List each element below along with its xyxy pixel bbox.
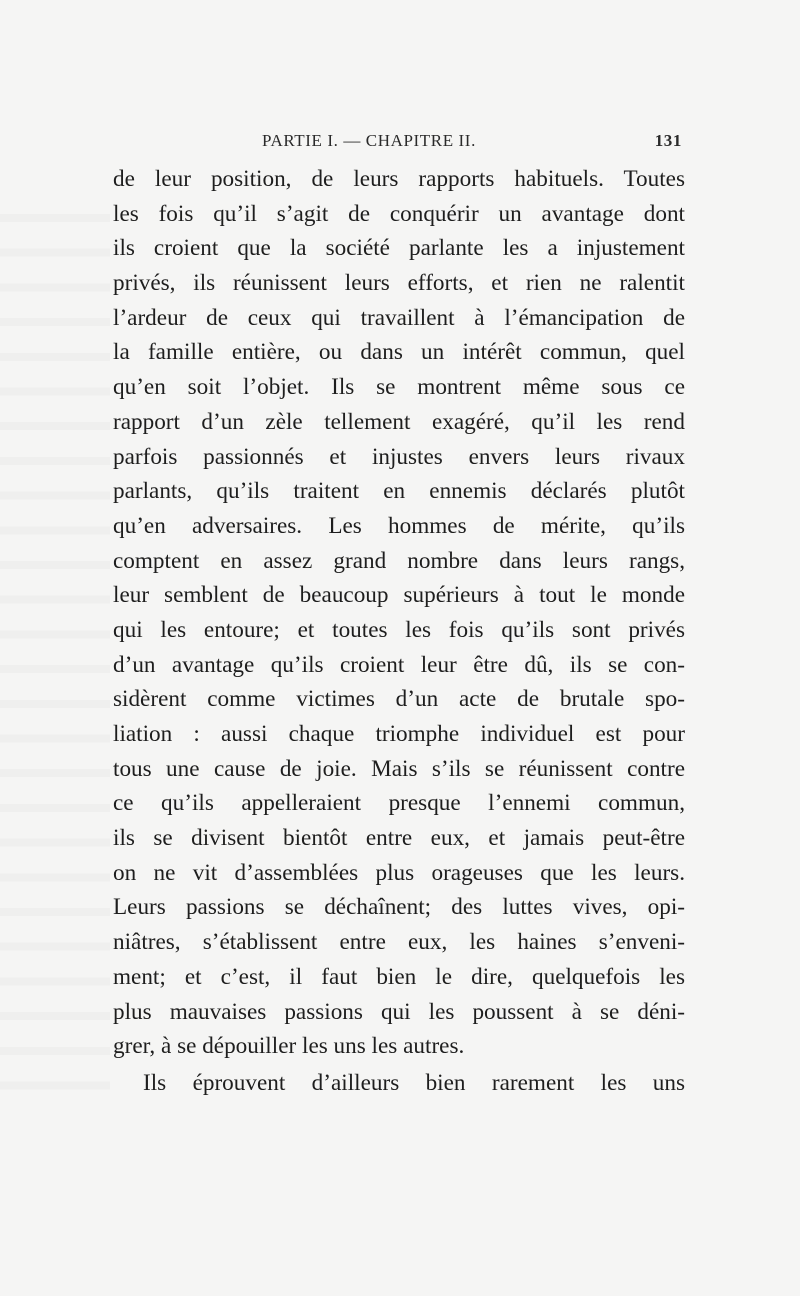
text-line: la famille entière, ou dans un intérêt commun, quel — [113, 339, 685, 366]
text-line: d’un avantage qu’ils croient leur être dû, ils se con- — [113, 651, 685, 678]
text-line: les fois qu’il s’agit de conquérir un avantage dont — [113, 200, 685, 227]
text-line: niâtres, s’établissent entre eux, les haines s’enveni- — [113, 929, 685, 956]
text-line: rapport d’un zèle tellement exagéré, qu’il les rend — [113, 408, 685, 435]
text-line: parlants, qu’ils traitent en ennemis déclarés plutôt — [113, 478, 685, 505]
text-line: plus mauvaises passions qui les poussent à se déni- — [113, 998, 685, 1025]
text-line: qui les entoure; et toutes les fois qu’ils sont privés — [113, 616, 685, 643]
text-line: de leur position, de leurs rapports habituels. Toutes — [113, 166, 685, 192]
paragraph-start-line: Ils éprouvent d’ailleurs bien rarement les uns — [143, 1069, 685, 1096]
text-line: leur semblent de beaucoup supérieurs à tout le monde — [113, 582, 685, 609]
text-line: l’ardeur de ceux qui travaillent à l’émancipation de — [113, 304, 685, 331]
text-line: ils croient que la société parlante les a injustement — [113, 235, 685, 262]
text-line: on ne vit d’assemblées plus orageuses que les leurs. — [113, 859, 685, 886]
text-line: ce qu’ils appelleraient presque l’ennemi commun, — [113, 790, 685, 817]
text-line: qu’en soit l’objet. Ils se montrent même sous ce — [113, 374, 685, 401]
text-line: tous une cause de joie. Mais s’ils se réunissent contre — [113, 755, 685, 782]
text-line: Leurs passions se déchaînent; des luttes vives, opi- — [113, 894, 685, 921]
body-text — [113, 162, 685, 1101]
running-title: PARTIE I. — CHAPITRE II. — [262, 131, 476, 150]
text-line: parfois passionnés et injustes envers leurs rivaux — [113, 443, 685, 470]
text-line: ils se divisent bientôt entre eux, et jamais peut-être — [113, 825, 685, 852]
text-line: liation : aussi chaque triomphe individuel est pour — [113, 721, 685, 747]
text-line: sidèrent comme victimes d’un acte de brutale spo- — [113, 686, 685, 713]
text-line: comptent en assez grand nombre dans leurs rangs, — [113, 547, 685, 574]
text-line: ment; et c’est, il faut bien le dire, quelquefois les — [113, 963, 685, 990]
running-header — [262, 131, 682, 157]
text-line: qu’en adversaires. Les hommes de mérite, qu’ils — [113, 512, 685, 539]
page-number: 131 — [654, 131, 682, 150]
paragraph-end-line: grer, à se dépouiller les uns les autres. — [113, 1033, 465, 1060]
text-line: privés, ils réunissent leurs efforts, et rien ne ralentit — [113, 270, 685, 297]
bleed-through-texture — [0, 200, 110, 1100]
